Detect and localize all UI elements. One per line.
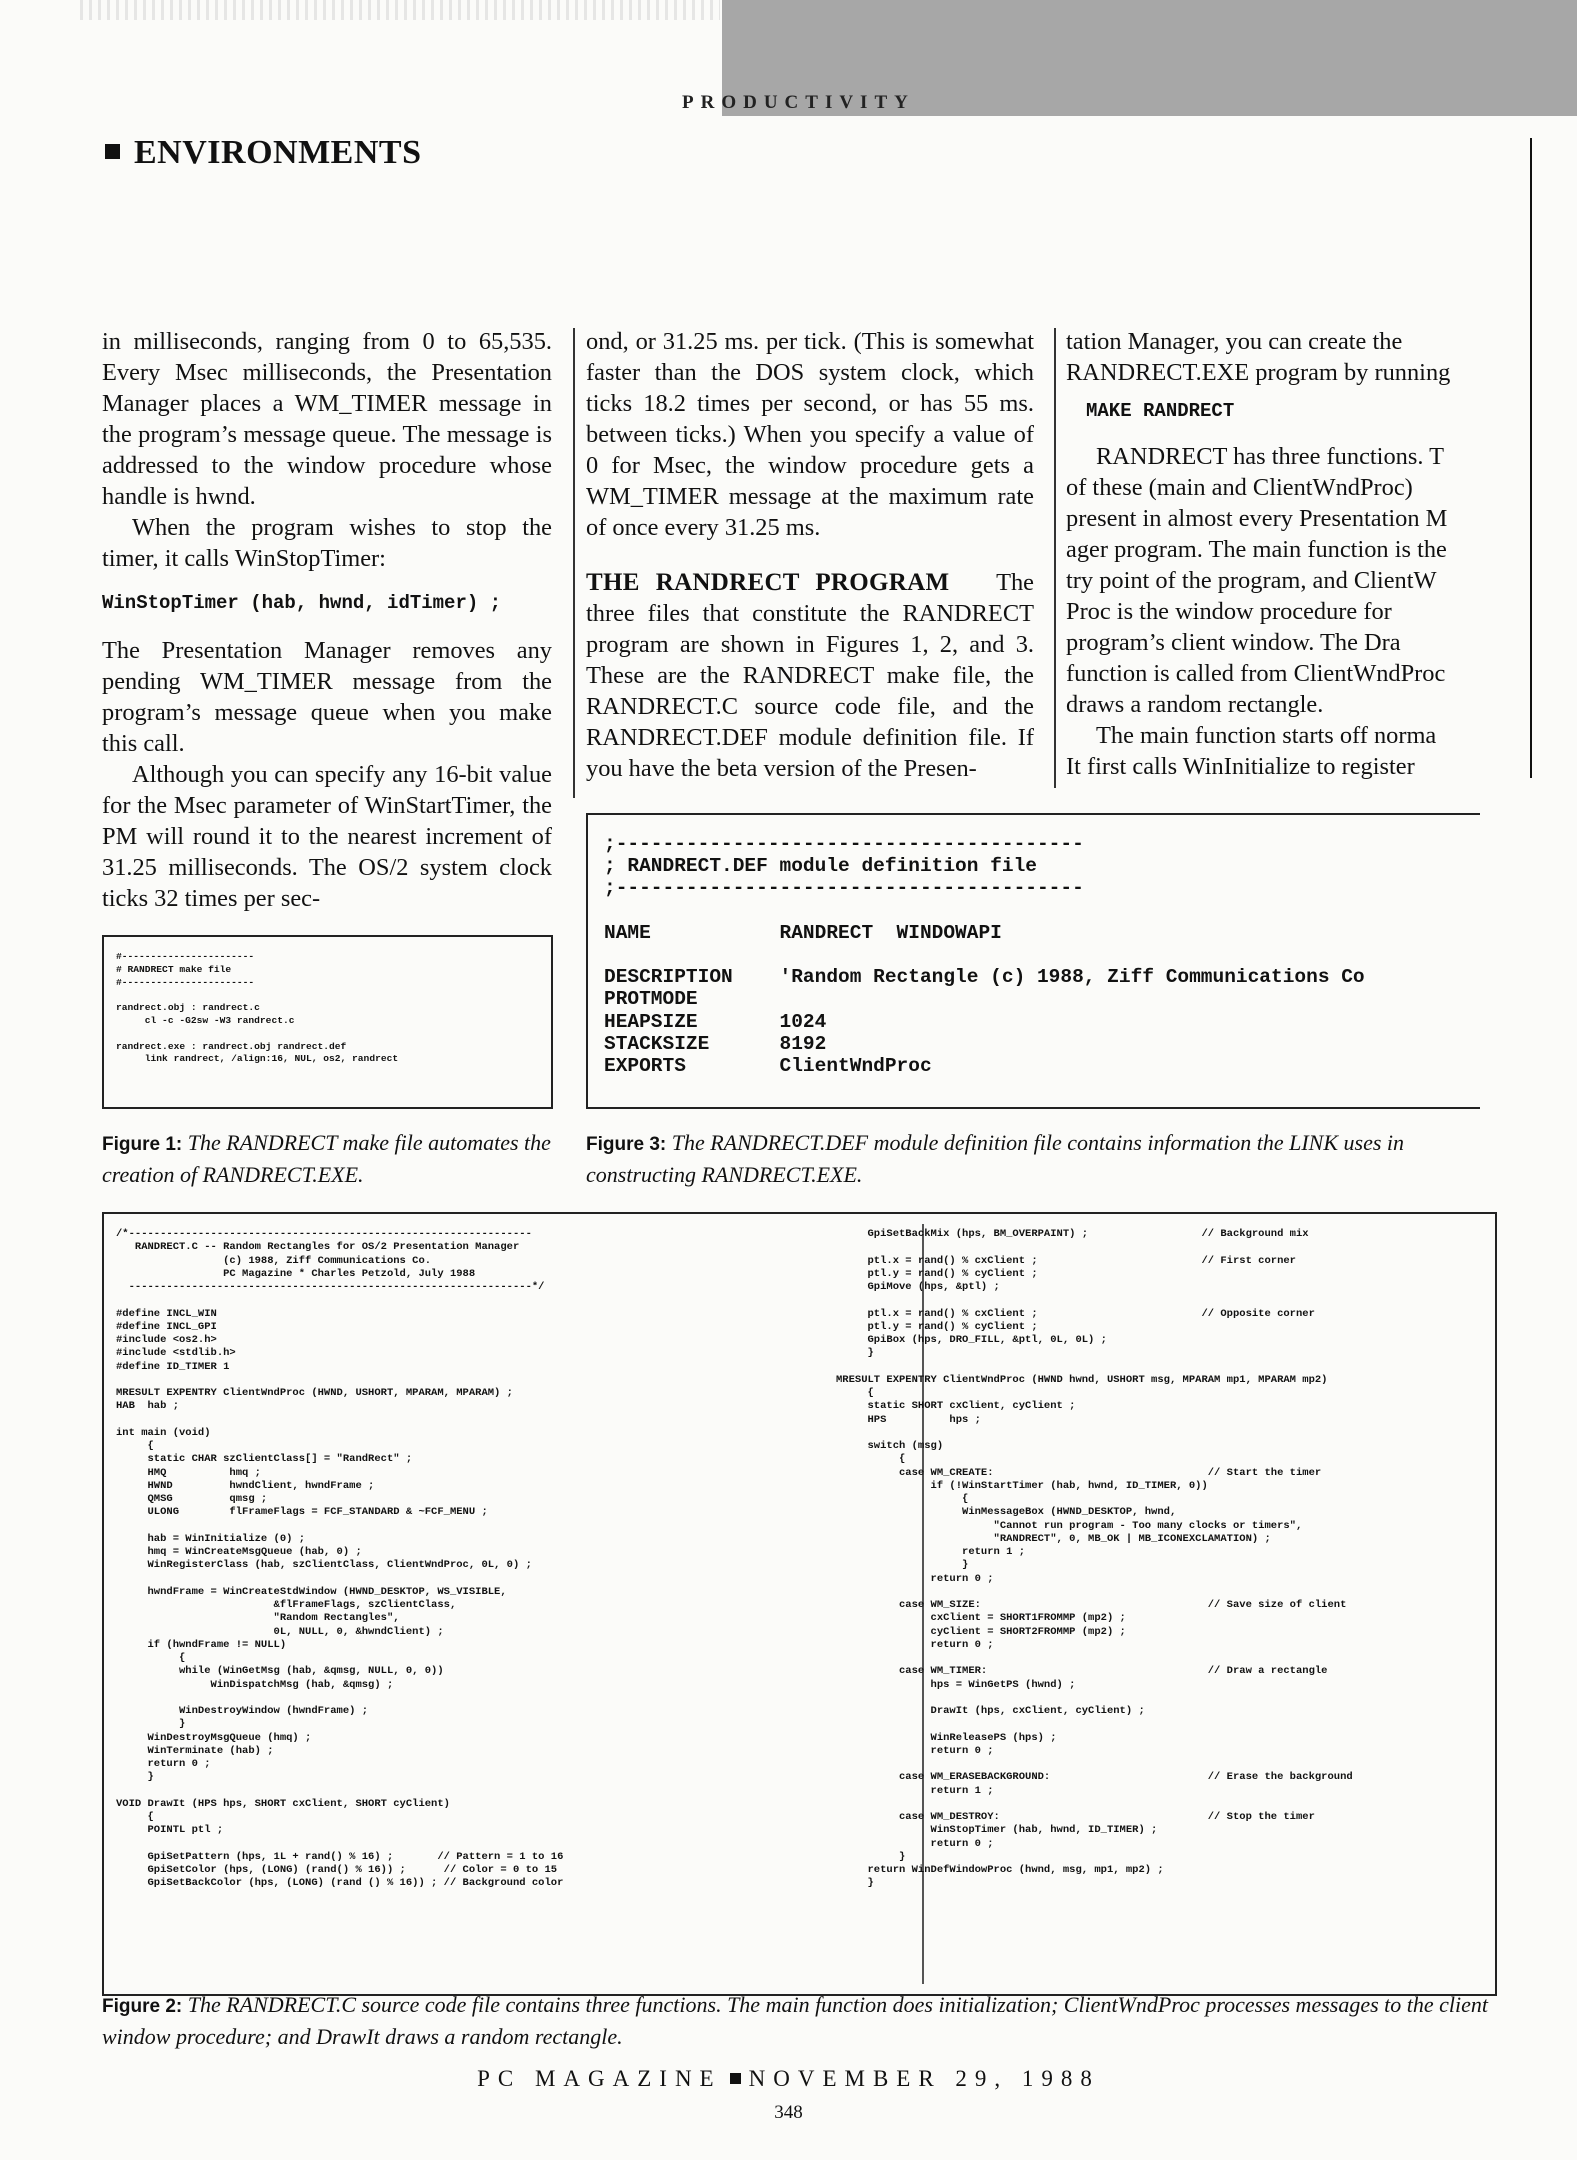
- text-line: of these (main and ClientWndProc): [1066, 474, 1413, 501]
- page-section-title: [105, 134, 421, 172]
- footer-date: NOVEMBER 29, 1988: [748, 2066, 1100, 2091]
- figure-1-caption-text: The RANDRECT make file automates the creation of RANDRECT.EXE.: [102, 1130, 551, 1187]
- figure-2-caption: [102, 1990, 1512, 2052]
- body-column-1: [102, 326, 552, 914]
- figure-3-caption-text: The RANDRECT.DEF module definition file contains information the LINK uses in constructing RANDRECT.EXE.: [586, 1130, 1405, 1187]
- paragraph: ond, or 31.25 ms. per tick. (This is somewhat faster than the DOS system clock, which ticks 18.2 times per second, or has 55 ms. between ticks.) When you specify a value of 0 for Msec, the window procedure gets a WM_TIMER message at the maximum rate of once every 31.25 ms.: [586, 328, 1034, 541]
- text-line: present in almost every Presentation M: [1066, 505, 1448, 532]
- section-label: PRODUCTIVITY: [682, 92, 915, 113]
- paragraph: tation Manager, you can create the RANDRECT.EXE program by running: [1066, 328, 1451, 386]
- figure-2-code-left: /*---------------------------------------------------------------- RANDRECT.C -- Random Rectangles for OS/2 Presentation Manager (c) 1988, Ziff Communications Co. PC Magazine * Charles Petzold, July 1988 ----------------------------------------------------------------*/ #define INCL_WIN #define INCL_GPI #include <os2.h> #include <stdlib.h> #define ID_TIMER 1 MRESULT EXPENTRY ClientWndProc (HWND, USHORT, MPARAM, MPARAM) ; HAB hab ; int main (void) { static CHAR szClientClass[] = "RandRect" ; HMQ hmq ; HWND hwndClient, hwndFrame ; QMSG qmsg ; ULONG flFrameFlags = FCF_STANDARD & ~FCF_MENU ; hab = WinInitialize (0) ; hmq = WinCreateMsgQueue (hab, 0) ; WinRegisterClass (hab, szClientClass, ClientWndProc, 0L, 0) ; hwndFrame = WinCreateStdWindow (HWND_DESKTOP, WS_VISIBLE, &flFrameFlags, szClientClass, "Random Rectangles", 0L, NULL, 0, &hwndClient) ; if (hwndFrame != NULL) { while (WinGetMsg (hab, &qmsg, NULL, 0, 0)) WinDispatchMsg (hab, &qmsg) ; WinDestroyWindow (hwndFrame) ; } WinDestroyMsgQueue (hmq) ; WinTerminate (hab) ; return 0 ; } VOID DrawIt (HPS hps, SHORT cxClient, SHORT cyClient) { POINTL ptl ; GpiSetPattern (hps, 1L + rand() % 16) ; // Pattern = 1 to 16 GpiSetColor (hps, (LONG) (rand() % 16)) ; // Color = 0 to 15 GpiSetBackColor (hps, (LONG) (rand () % 16)) ; // Background color: [116, 1228, 564, 1890]
- figure-2-code-right: GpiSetBackMix (hps, BM_OVERPAINT) ; // Background mix ptl.x = rand() % cxClient ; // First corner ptl.y = rand() % cyClient ; GpiMove (hps, &ptl) ; ptl.x = rand() % cxClient ; // Opposite corner ptl.y = rand() % cyClient ; GpiBox (hps, DRO_FILL, &ptl, 0L, 0L) ; } MRESULT EXPENTRY ClientWndProc (HWND hwnd, USHORT msg, MPARAM mp1, MPARAM mp2) { static SHORT cxClient, cyClient ; HPS hps ; switch (msg) { case WM_CREATE: // Start the timer if (!WinStartTimer (hab, hwnd, ID_TIMER, 0)) { WinMessageBox (HWND_DESKTOP, hwnd, "Cannot run program - Too many clocks or timers", "RANDRECT", 0, MB_OK | MB_ICONEXCLAMATION) ; return 1 ; } return 0 ; case WM_SIZE: // Save size of client cxClient = SHORT1FROMMP (mp2) ; cyClient = SHORT2FROMMP (mp2) ; return 0 ; case WM_TIMER: // Draw a rectangle hps = WinGetPS (hwnd) ; DrawIt (hps, cxClient, cyClient) ; WinReleasePS (hps) ; return 0 ; case WM_ERASEBACKGROUND: // Erase the background return 1 ; case WM_DESTROY: // Stop the timer WinStopTimer (hab, hwnd, ID_TIMER) ; return 0 ; } return WinDefWindowProc (hwnd, msg, mp1, mp2) ; }: [836, 1228, 1353, 1890]
- page-footer: [0, 2066, 1577, 2092]
- text-line: try point of the program, and ClientW: [1066, 567, 1437, 594]
- figure-1-box: [102, 935, 553, 1109]
- text-line: function is called from ClientWndProc: [1066, 660, 1446, 687]
- figure-3-code: ;---------------------------------------- ; RANDRECT.DEF module definition file ;---------------------------------------- NAME RANDRECT WINDOWAPI DESCRIPTION 'Random Rectangle (c) 1988, Ziff Communications Co PROTMODE HEAPSIZE 1024 STACKSIZE 8192 EXPORTS ClientWndProc: [604, 833, 1365, 1078]
- code-inline: WinStopTimer (hab, hwnd, idTimer) ;: [102, 592, 502, 614]
- text-line: The main function starts off norma: [1096, 722, 1437, 749]
- paragraph: Although you can specify any 16-bit value for the Msec parameter of WinStartTimer, the PM will round it to the nearest increment of 31.25 milliseconds. The OS/2 system clock ticks 32 times per sec-: [102, 761, 552, 912]
- body-column-3: [1066, 326, 1514, 796]
- column-rule: [573, 328, 575, 798]
- section-title-text: ENVIRONMENTS: [134, 134, 422, 171]
- text-line: RANDRECT has three functions. T: [1096, 443, 1444, 470]
- code-inline: MAKE RANDRECT: [1086, 400, 1235, 422]
- scan-noise: [80, 0, 720, 20]
- figure-1-caption: [102, 1128, 552, 1190]
- right-margin-rule: [1530, 138, 1532, 778]
- figure-3-box: [586, 813, 1480, 1109]
- figure-2-box: [102, 1212, 1497, 1996]
- text-line: ager program. The main function is the: [1066, 536, 1447, 563]
- paragraph: in milliseconds, ranging from 0 to 65,535. Every Msec milliseconds, the Presentation Manager places a WM_TIMER message in the program’s message queue. The message is addressed to the window procedure whose handle is hwnd.: [102, 328, 552, 510]
- paragraph: [586, 567, 1034, 784]
- figure-1-code: #----------------------- # RANDRECT make file #----------------------- randrect.obj : randrect.c cl -c -G2sw -W3 randrect.c randrect.exe : randrect.obj randrect.def link randrect, /align:16, NUL, os2, randrect: [116, 951, 399, 1065]
- column-rule: [1054, 328, 1056, 788]
- section-heading: THE RANDRECT PROGRAM: [586, 569, 950, 596]
- figure-1-label: Figure 1:: [102, 1134, 183, 1155]
- paragraph-text: The three files that constitute the RANDRECT program are shown in Figures 1, 2, and 3. These are the RANDRECT make file, the RANDRECT.C source code file, and the RANDRECT.DEF module definition file. If you have the beta version of the Presen-: [586, 569, 1034, 782]
- body-column-2: [586, 326, 1034, 784]
- figure-2-caption-text: The RANDRECT.C source code file contains three functions. The main function does initialization; ClientWndProc processes messages to the client window procedure; and DrawIt draws a random rectangle.: [102, 1992, 1489, 2049]
- figure-2-label: Figure 2:: [102, 1996, 183, 2017]
- text-line: program’s client window. The Dra: [1066, 629, 1401, 656]
- text-line: draws a random rectangle.: [1066, 691, 1324, 718]
- square-bullet-icon: [730, 2073, 741, 2084]
- text-line: It first calls WinInitialize to register: [1066, 753, 1415, 780]
- figure-3-label: Figure 3:: [586, 1134, 667, 1155]
- paragraph: When the program wishes to stop the timer, it calls WinStopTimer:: [102, 514, 552, 572]
- figure-3-caption: [586, 1128, 1480, 1190]
- footer-magazine: PC MAGAZINE: [477, 2066, 722, 2091]
- text-line: Proc is the window procedure for: [1066, 598, 1392, 625]
- square-bullet-icon: [105, 144, 120, 159]
- page-number: 348: [774, 2102, 803, 2123]
- paragraph: The Presentation Manager removes any pending WM_TIMER message from the program’s message queue when you make this call.: [102, 637, 552, 757]
